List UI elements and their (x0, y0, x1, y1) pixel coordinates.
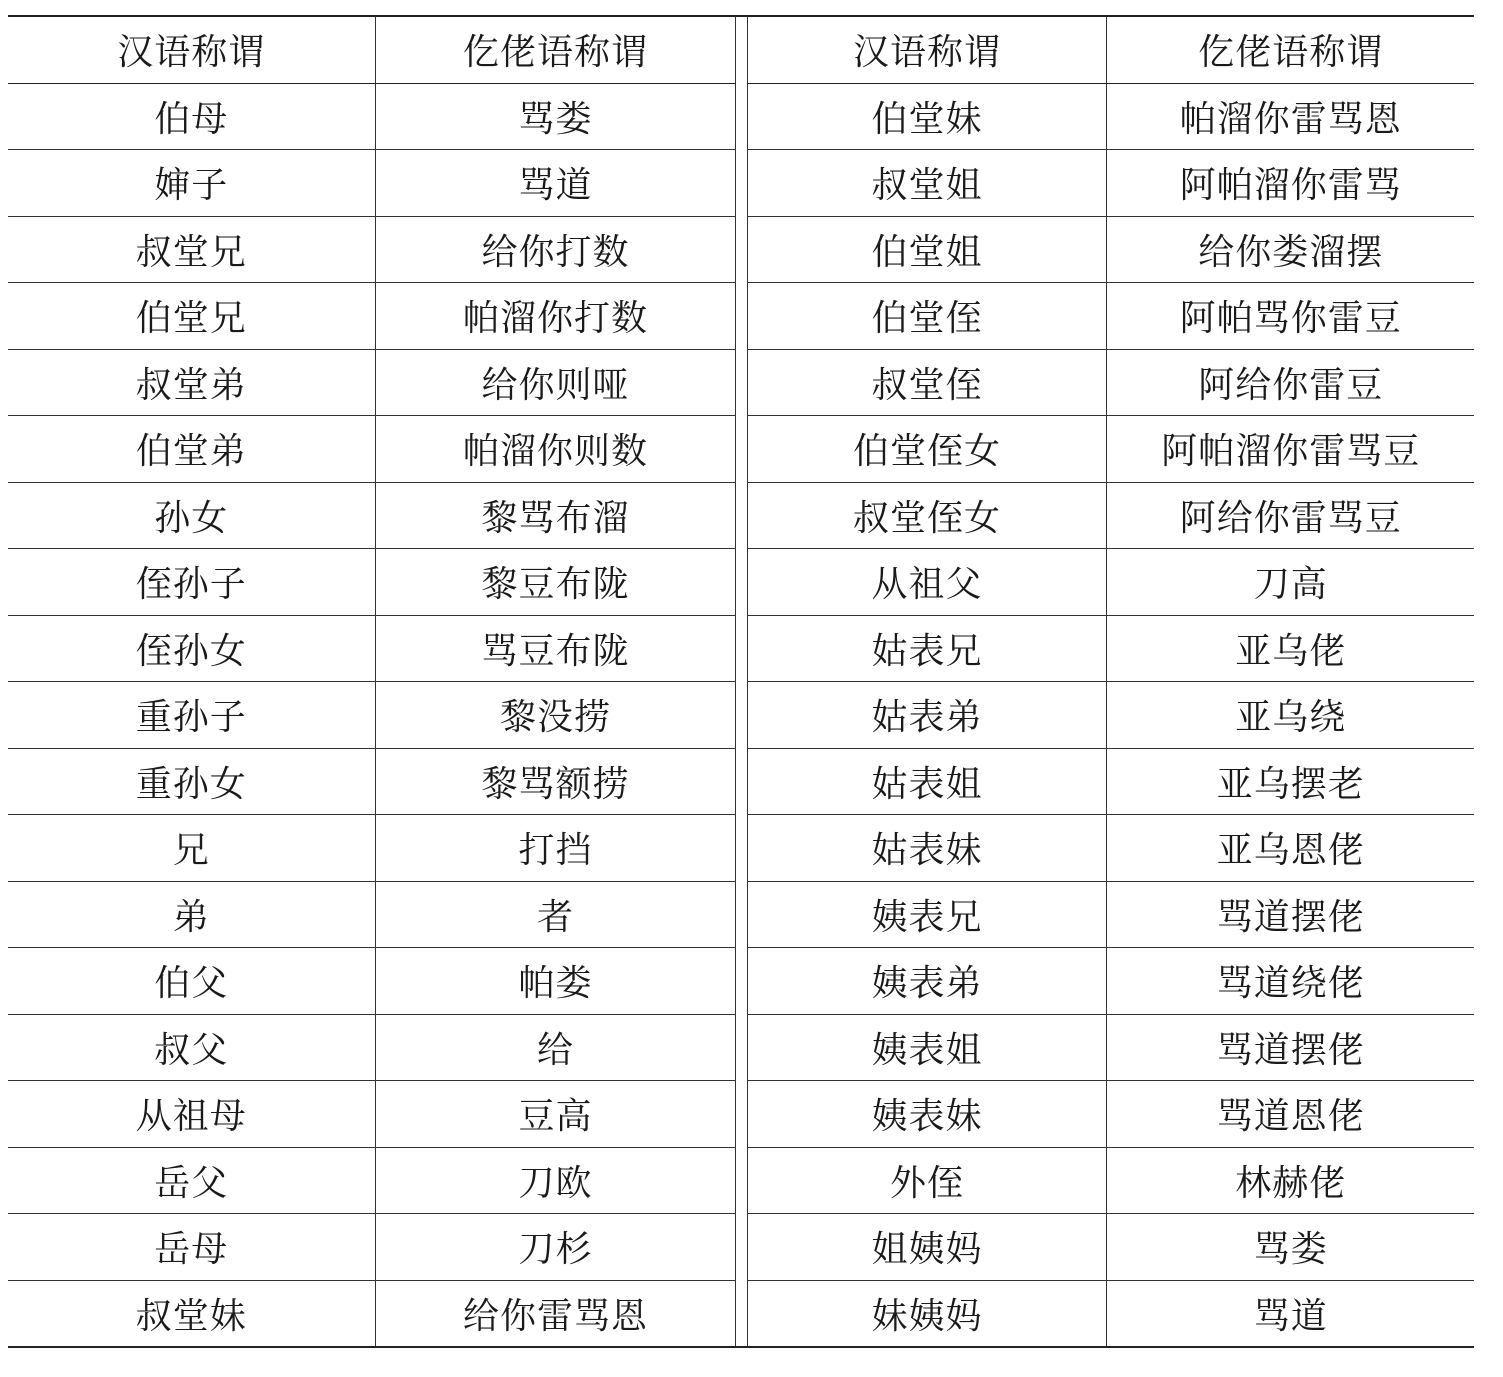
cell-gelao-term-right: 阿给你雷骂豆 (1107, 482, 1474, 549)
cell-gelao-term-right: 骂道摆佬 (1107, 881, 1474, 948)
column-divider (736, 815, 747, 882)
cell-gelao-term-right: 骂道绕佬 (1107, 948, 1474, 1015)
header-chinese-term-right: 汉语称谓 (747, 16, 1107, 83)
cell-chinese-term-left: 岳父 (8, 1147, 375, 1214)
cell-chinese-term-right: 姑表姐 (747, 748, 1107, 815)
column-divider (736, 16, 747, 83)
cell-chinese-term-right: 姑表妹 (747, 815, 1107, 882)
cell-chinese-term-right: 姑表弟 (747, 682, 1107, 749)
cell-chinese-term-right: 外侄 (747, 1147, 1107, 1214)
table-body (8, 83, 1474, 1347)
cell-chinese-term-right: 姨表兄 (747, 881, 1107, 948)
table-row (8, 1081, 1474, 1148)
cell-chinese-term-left: 侄孙女 (8, 615, 375, 682)
column-divider (736, 349, 747, 416)
cell-gelao-term-right: 亚乌佬 (1107, 615, 1474, 682)
column-divider (736, 416, 747, 483)
column-divider (736, 748, 747, 815)
cell-chinese-term-right: 姨表弟 (747, 948, 1107, 1015)
cell-chinese-term-left: 弟 (8, 881, 375, 948)
cell-gelao-term-right: 阿帕溜你雷骂豆 (1107, 416, 1474, 483)
cell-gelao-term-left: 帕娄 (375, 948, 736, 1015)
table-row (8, 881, 1474, 948)
column-divider (736, 1214, 747, 1281)
table-row (8, 1014, 1474, 1081)
cell-chinese-term-right: 姑表兄 (747, 615, 1107, 682)
cell-gelao-term-right: 刀高 (1107, 549, 1474, 616)
column-divider (736, 615, 747, 682)
cell-gelao-term-right: 骂娄 (1107, 1214, 1474, 1281)
cell-gelao-term-left: 黎豆布陇 (375, 549, 736, 616)
table-row (8, 349, 1474, 416)
cell-chinese-term-right: 叔堂侄 (747, 349, 1107, 416)
table-row (8, 1214, 1474, 1281)
cell-gelao-term-right: 林赫佬 (1107, 1147, 1474, 1214)
table-row (8, 482, 1474, 549)
column-divider (736, 150, 747, 217)
cell-gelao-term-right: 阿帕溜你雷骂 (1107, 150, 1474, 217)
cell-chinese-term-left: 叔堂弟 (8, 349, 375, 416)
table-row (8, 615, 1474, 682)
cell-gelao-term-left: 豆高 (375, 1081, 736, 1148)
cell-gelao-term-right: 帕溜你雷骂恩 (1107, 83, 1474, 150)
cell-gelao-term-left: 黎骂额捞 (375, 748, 736, 815)
cell-gelao-term-left: 打挡 (375, 815, 736, 882)
column-divider (736, 1280, 747, 1347)
cell-gelao-term-left: 骂道 (375, 150, 736, 217)
column-divider (736, 881, 747, 948)
cell-chinese-term-right: 叔堂姐 (747, 150, 1107, 217)
cell-gelao-term-left: 给你雷骂恩 (375, 1280, 736, 1347)
table-row (8, 416, 1474, 483)
cell-gelao-term-left: 给 (375, 1014, 736, 1081)
cell-chinese-term-left: 兄 (8, 815, 375, 882)
cell-gelao-term-right: 阿给你雷豆 (1107, 349, 1474, 416)
cell-gelao-term-left: 帕溜你则数 (375, 416, 736, 483)
cell-gelao-term-left: 刀杉 (375, 1214, 736, 1281)
cell-chinese-term-left: 重孙女 (8, 748, 375, 815)
cell-gelao-term-right: 亚乌摆老 (1107, 748, 1474, 815)
table-row (8, 283, 1474, 350)
header-row (8, 16, 1474, 83)
column-divider (736, 1014, 747, 1081)
table-row (8, 216, 1474, 283)
cell-gelao-term-left: 黎骂布溜 (375, 482, 736, 549)
column-divider (736, 948, 747, 1015)
cell-gelao-term-left: 黎没捞 (375, 682, 736, 749)
cell-gelao-term-left: 骂豆布陇 (375, 615, 736, 682)
cell-gelao-term-left: 给你则哑 (375, 349, 736, 416)
column-divider (736, 682, 747, 749)
column-divider (736, 549, 747, 616)
column-divider (736, 1147, 747, 1214)
cell-gelao-term-left: 刀欧 (375, 1147, 736, 1214)
table-row (8, 549, 1474, 616)
cell-chinese-term-right: 妹姨妈 (871, 1295, 983, 1337)
column-divider (736, 482, 747, 549)
table-row (8, 748, 1474, 815)
table-row (8, 1147, 1474, 1214)
kinship-terms-table (8, 15, 1474, 1348)
cell-chinese-term-left: 伯父 (8, 948, 375, 1015)
header-gelao-term-left: 仡佬语称谓 (375, 16, 736, 83)
cell-chinese-term-left: 孙女 (8, 482, 375, 549)
cell-chinese-term-right: 姨表姐 (747, 1014, 1107, 1081)
cell-chinese-term-left: 伯母 (8, 83, 375, 150)
cell-chinese-term-right: 姐姨妈 (747, 1214, 1107, 1281)
table-row (8, 150, 1474, 217)
column-divider (736, 216, 747, 283)
cell-chinese-term-right: 叔堂侄女 (747, 482, 1107, 549)
cell-chinese-term-right: 伯堂妹 (747, 83, 1107, 150)
cell-chinese-term-left: 伯堂兄 (8, 283, 375, 350)
table-row (8, 948, 1474, 1015)
cell-chinese-term-left: 岳母 (8, 1214, 375, 1281)
table-row (8, 1280, 1474, 1347)
cell-chinese-term-left: 婶子 (8, 150, 375, 217)
cell-chinese-term-left: 叔堂兄 (8, 216, 375, 283)
header-chinese-term-left: 汉语称谓 (8, 16, 375, 83)
cell-chinese-term-right: 伯堂侄 (747, 283, 1107, 350)
cell-chinese-term-left: 重孙子 (8, 682, 375, 749)
cell-chinese-term-right: 姨表妹 (747, 1081, 1107, 1148)
cell-gelao-term-right: 骂道 (1107, 1280, 1474, 1347)
header-gelao-term-right: 仡佬语称谓 (1107, 16, 1474, 83)
cell-chinese-term-right: 伯堂姐 (747, 216, 1107, 283)
cell-gelao-term-left: 帕溜你打数 (375, 283, 736, 350)
table-row (8, 815, 1474, 882)
cell-chinese-term-right: 从祖父 (747, 549, 1107, 616)
column-divider (736, 1081, 747, 1148)
cell-gelao-term-right: 阿帕骂你雷豆 (1107, 283, 1474, 350)
table-row (8, 682, 1474, 749)
cell-chinese-term-left: 叔父 (8, 1014, 375, 1081)
cell-chinese-term-left: 叔堂妹 (135, 1295, 247, 1337)
cell-gelao-term-right: 骂道恩佬 (1107, 1081, 1474, 1148)
cell-gelao-term-right: 给你娄溜摆 (1107, 216, 1474, 283)
cell-gelao-term-left: 者 (375, 881, 736, 948)
cell-chinese-term-left: 侄孙子 (8, 549, 375, 616)
table-header (8, 16, 1474, 83)
cell-gelao-term-right: 亚乌恩佬 (1107, 815, 1474, 882)
column-divider (736, 283, 747, 350)
cell-gelao-term-right: 亚乌绕 (1107, 682, 1474, 749)
column-divider (736, 83, 747, 150)
cell-chinese-term-left: 从祖母 (8, 1081, 375, 1148)
cell-gelao-term-left: 骂娄 (375, 83, 736, 150)
table-row (8, 83, 1474, 150)
cell-chinese-term-left: 伯堂弟 (8, 416, 375, 483)
cell-gelao-term-left: 给你打数 (375, 216, 736, 283)
cell-chinese-term-right: 伯堂侄女 (747, 416, 1107, 483)
cell-gelao-term-right: 骂道摆佬 (1107, 1014, 1474, 1081)
